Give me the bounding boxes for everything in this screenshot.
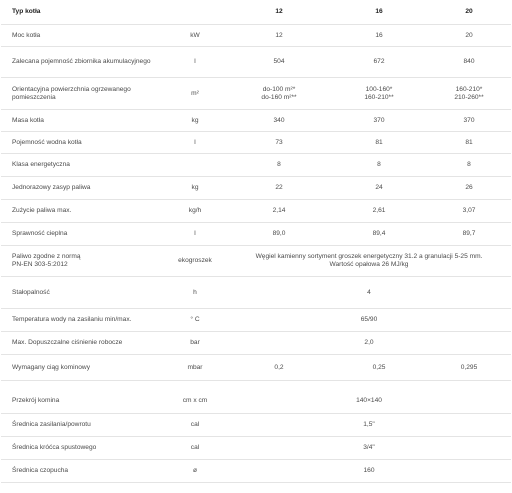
- spec-unit: mbar: [163, 355, 227, 381]
- spec-value-all-models: 2,0: [227, 332, 511, 355]
- spec-value: 26: [427, 177, 511, 200]
- spec-value: 22: [227, 177, 331, 200]
- spec-value: 89,4: [331, 223, 427, 246]
- spec-label: Klasa energetyczna: [1, 154, 163, 177]
- spec-value-all-models: 140×140: [227, 390, 511, 413]
- spec-unit: kg/h: [163, 200, 227, 223]
- spec-value: 160-210* 210-260**: [427, 78, 511, 110]
- header-model: 20: [427, 0, 511, 25]
- table-row: [1, 177, 511, 200]
- spec-unit: l: [163, 223, 227, 246]
- boiler-spec-table: [1, 0, 511, 483]
- spec-unit: ø: [163, 459, 227, 482]
- header-title: Typ kotła: [1, 0, 163, 25]
- table-row: [1, 47, 511, 78]
- spec-label: Średnica króćca spustowego: [1, 436, 163, 459]
- table-row: [1, 78, 511, 110]
- spec-value: 2,14: [227, 200, 331, 223]
- spec-value: 8: [427, 154, 511, 177]
- spec-label: Sprawność cieplna: [1, 223, 163, 246]
- table-row: [1, 246, 511, 277]
- spec-value: 20: [427, 25, 511, 47]
- spec-value: 840: [427, 47, 511, 78]
- spec-label: Zużycie paliwa max.: [1, 200, 163, 223]
- spec-value: 8: [227, 154, 331, 177]
- table-row: [1, 355, 511, 381]
- table-row: [1, 154, 511, 177]
- table-row: [1, 413, 511, 436]
- spec-value: 370: [331, 110, 427, 132]
- spec-value: 89,0: [227, 223, 331, 246]
- spec-label: Moc kotła: [1, 25, 163, 47]
- spec-value: 0,2: [227, 355, 331, 381]
- spec-label: Przekrój komina: [1, 390, 163, 413]
- spec-value: 370: [427, 110, 511, 132]
- spec-unit: l: [163, 47, 227, 78]
- spacer-cell: [1, 381, 511, 391]
- spec-unit: bar: [163, 332, 227, 355]
- spec-value: 340: [227, 110, 331, 132]
- spec-unit: ekogroszek: [163, 246, 227, 277]
- spec-unit: kg: [163, 110, 227, 132]
- spec-label: Orientacyjna powierzchnia ogrzewanego pomieszczenia: [1, 78, 163, 110]
- spec-value-all-models: 3/4": [227, 436, 511, 459]
- table-row: [1, 110, 511, 132]
- spec-value: 3,07: [427, 200, 511, 223]
- spec-label: Pojemność wodna kotła: [1, 132, 163, 154]
- spec-value: 81: [427, 132, 511, 154]
- spec-unit: m²: [163, 78, 227, 110]
- spec-label: Wymagany ciąg kominowy: [1, 355, 163, 381]
- spec-label: Masa kotła: [1, 110, 163, 132]
- table-spacer-row: [1, 381, 511, 391]
- table-row: [1, 332, 511, 355]
- spec-label: Średnica zasilania/powrotu: [1, 413, 163, 436]
- spec-value: 12: [227, 25, 331, 47]
- spec-label: Max. Dopuszczalne ciśnienie robocze: [1, 332, 163, 355]
- spec-value: 672: [331, 47, 427, 78]
- spec-label: Zalecana pojemność zbiornika akumulacyjnego: [1, 47, 163, 78]
- table-body: [1, 25, 511, 483]
- table-row: [1, 200, 511, 223]
- spec-unit: kg: [163, 177, 227, 200]
- spec-label: Paliwo zgodne z normą PN-EN 303-5:2012: [1, 246, 163, 277]
- table-row: [1, 25, 511, 47]
- spec-value: 2,61: [331, 200, 427, 223]
- header-unit: [163, 0, 227, 25]
- table-row: [1, 459, 511, 482]
- spec-unit: [163, 154, 227, 177]
- table-header-row: [1, 0, 511, 25]
- spec-value-all-models: 1,5": [227, 413, 511, 436]
- spec-unit: cal: [163, 413, 227, 436]
- spec-value-all-models: Węgiel kamienny sortyment groszek energetyczny 31.2 a granulacji 5-25 mm. Wartość opałowa 26 MJ/kg: [227, 246, 511, 277]
- header-model: 16: [331, 0, 427, 25]
- spec-value: 81: [331, 132, 427, 154]
- header-model: 12: [227, 0, 331, 25]
- spec-label: Jednorazowy zasyp paliwa: [1, 177, 163, 200]
- table-row: [1, 309, 511, 332]
- spec-value: do-100 m²* do-160 m²**: [227, 78, 331, 110]
- spec-value: 16: [331, 25, 427, 47]
- spec-unit: ° C: [163, 309, 227, 332]
- spec-unit: h: [163, 277, 227, 309]
- spec-unit: kW: [163, 25, 227, 47]
- spec-unit: cm x cm: [163, 390, 227, 413]
- spec-value: 100-160* 160-210**: [331, 78, 427, 110]
- spec-unit: l: [163, 132, 227, 154]
- spec-value: 504: [227, 47, 331, 78]
- table-row: [1, 277, 511, 309]
- table-row: [1, 436, 511, 459]
- spec-value: 73: [227, 132, 331, 154]
- spec-value: 89,7: [427, 223, 511, 246]
- table-row: [1, 132, 511, 154]
- spec-value-all-models: 65/90: [227, 309, 511, 332]
- spec-label: Temperatura wody na zasilaniu min/max.: [1, 309, 163, 332]
- spec-value: 0,295: [427, 355, 511, 381]
- spec-label: Stałopalność: [1, 277, 163, 309]
- spec-unit: cal: [163, 436, 227, 459]
- table-row: [1, 223, 511, 246]
- spec-value: 8: [331, 154, 427, 177]
- spec-value-all-models: 160: [227, 459, 511, 482]
- spec-value-all-models: 4: [227, 277, 511, 309]
- table-row: [1, 390, 511, 413]
- spec-value: 0,25: [331, 355, 427, 381]
- spec-value: 24: [331, 177, 427, 200]
- spec-label: Średnica czopucha: [1, 459, 163, 482]
